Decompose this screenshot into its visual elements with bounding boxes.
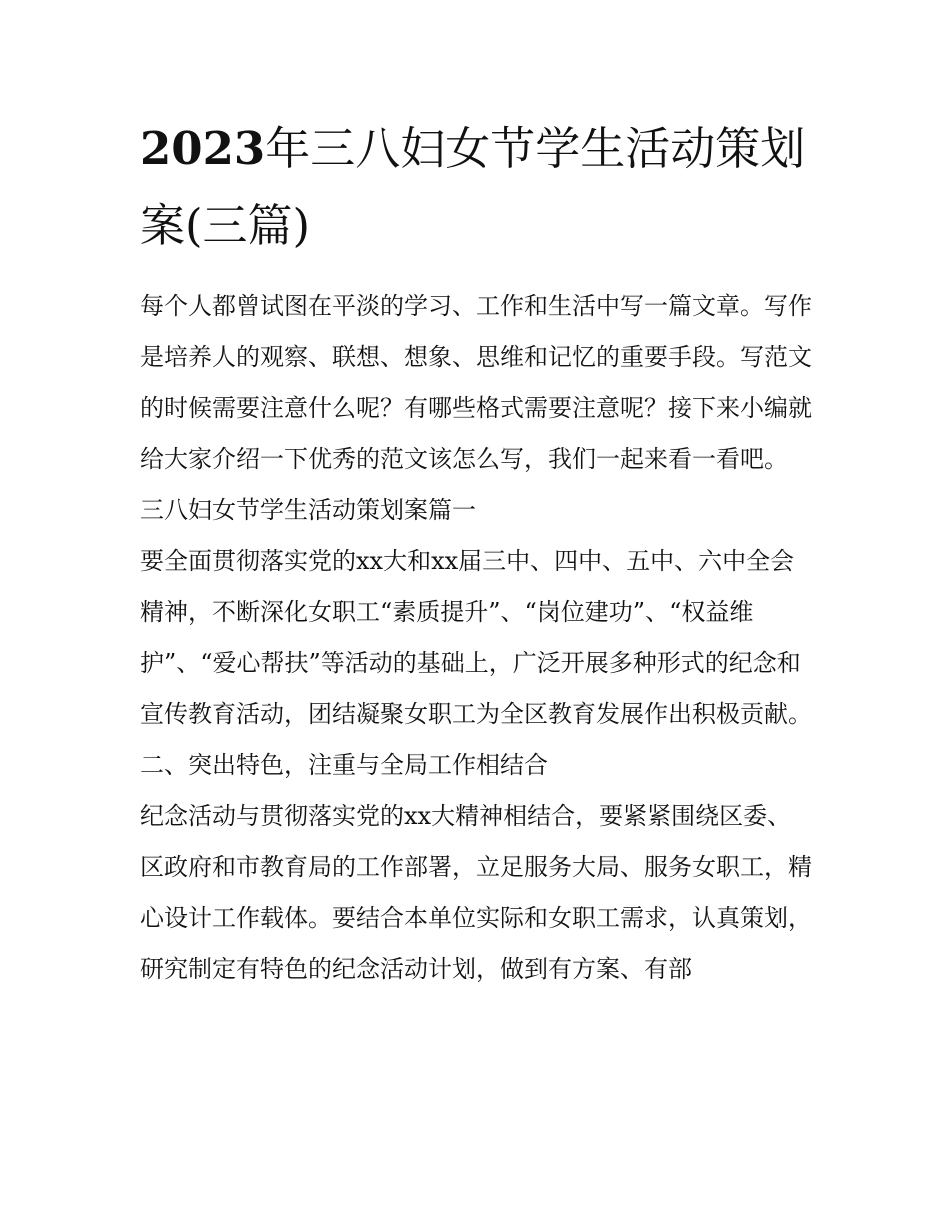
intro-paragraph: 每个人都曾试图在平淡的学习、工作和生活中写一篇文章。写作是培养人的观察、联想、想象、思维和记忆的重要手段。写范文的时候需要注意什么呢？有哪些格式需要注意呢？接下来小编就给大家介绍一下优秀的范文该怎么写，我们一起来看一看吧。 — [140, 292, 812, 473]
document-content — [140, 110, 815, 995]
section-heading-part-one: 三八妇女节学生活动策划案篇一 — [140, 496, 476, 524]
document-title — [140, 110, 815, 264]
title-year: 2023 — [140, 122, 266, 175]
title-text: 年三八妇女节学生活动策划案(三篇) — [140, 122, 806, 252]
body-paragraph-activities: 纪念活动与贯彻落实党的xx大精神相结合，要紧紧围绕区委、区政府和市教育局的工作部署，立足服务大局、服务女职工，精心设计工作载体。要结合本单位实际和女职工需求，认真策划，研究制定有特色的纪念活动计划，做到有方案、有部 — [140, 802, 812, 983]
body-paragraph-spirit: 要全面贯彻落实党的xx大和xx届三中、四中、五中、六中全会精神，不断深化女职工“素质提升”、“岗位建功”、“权益维护”、“爱心帮扶”等活动的基础上，广泛开展多种形式的纪念和宣传教育活动，团结凝聚女职工为全区教育发展作出积极贡献。 — [140, 547, 812, 728]
section-heading-highlight: 二、突出特色，注重与全局工作相结合 — [140, 751, 548, 779]
